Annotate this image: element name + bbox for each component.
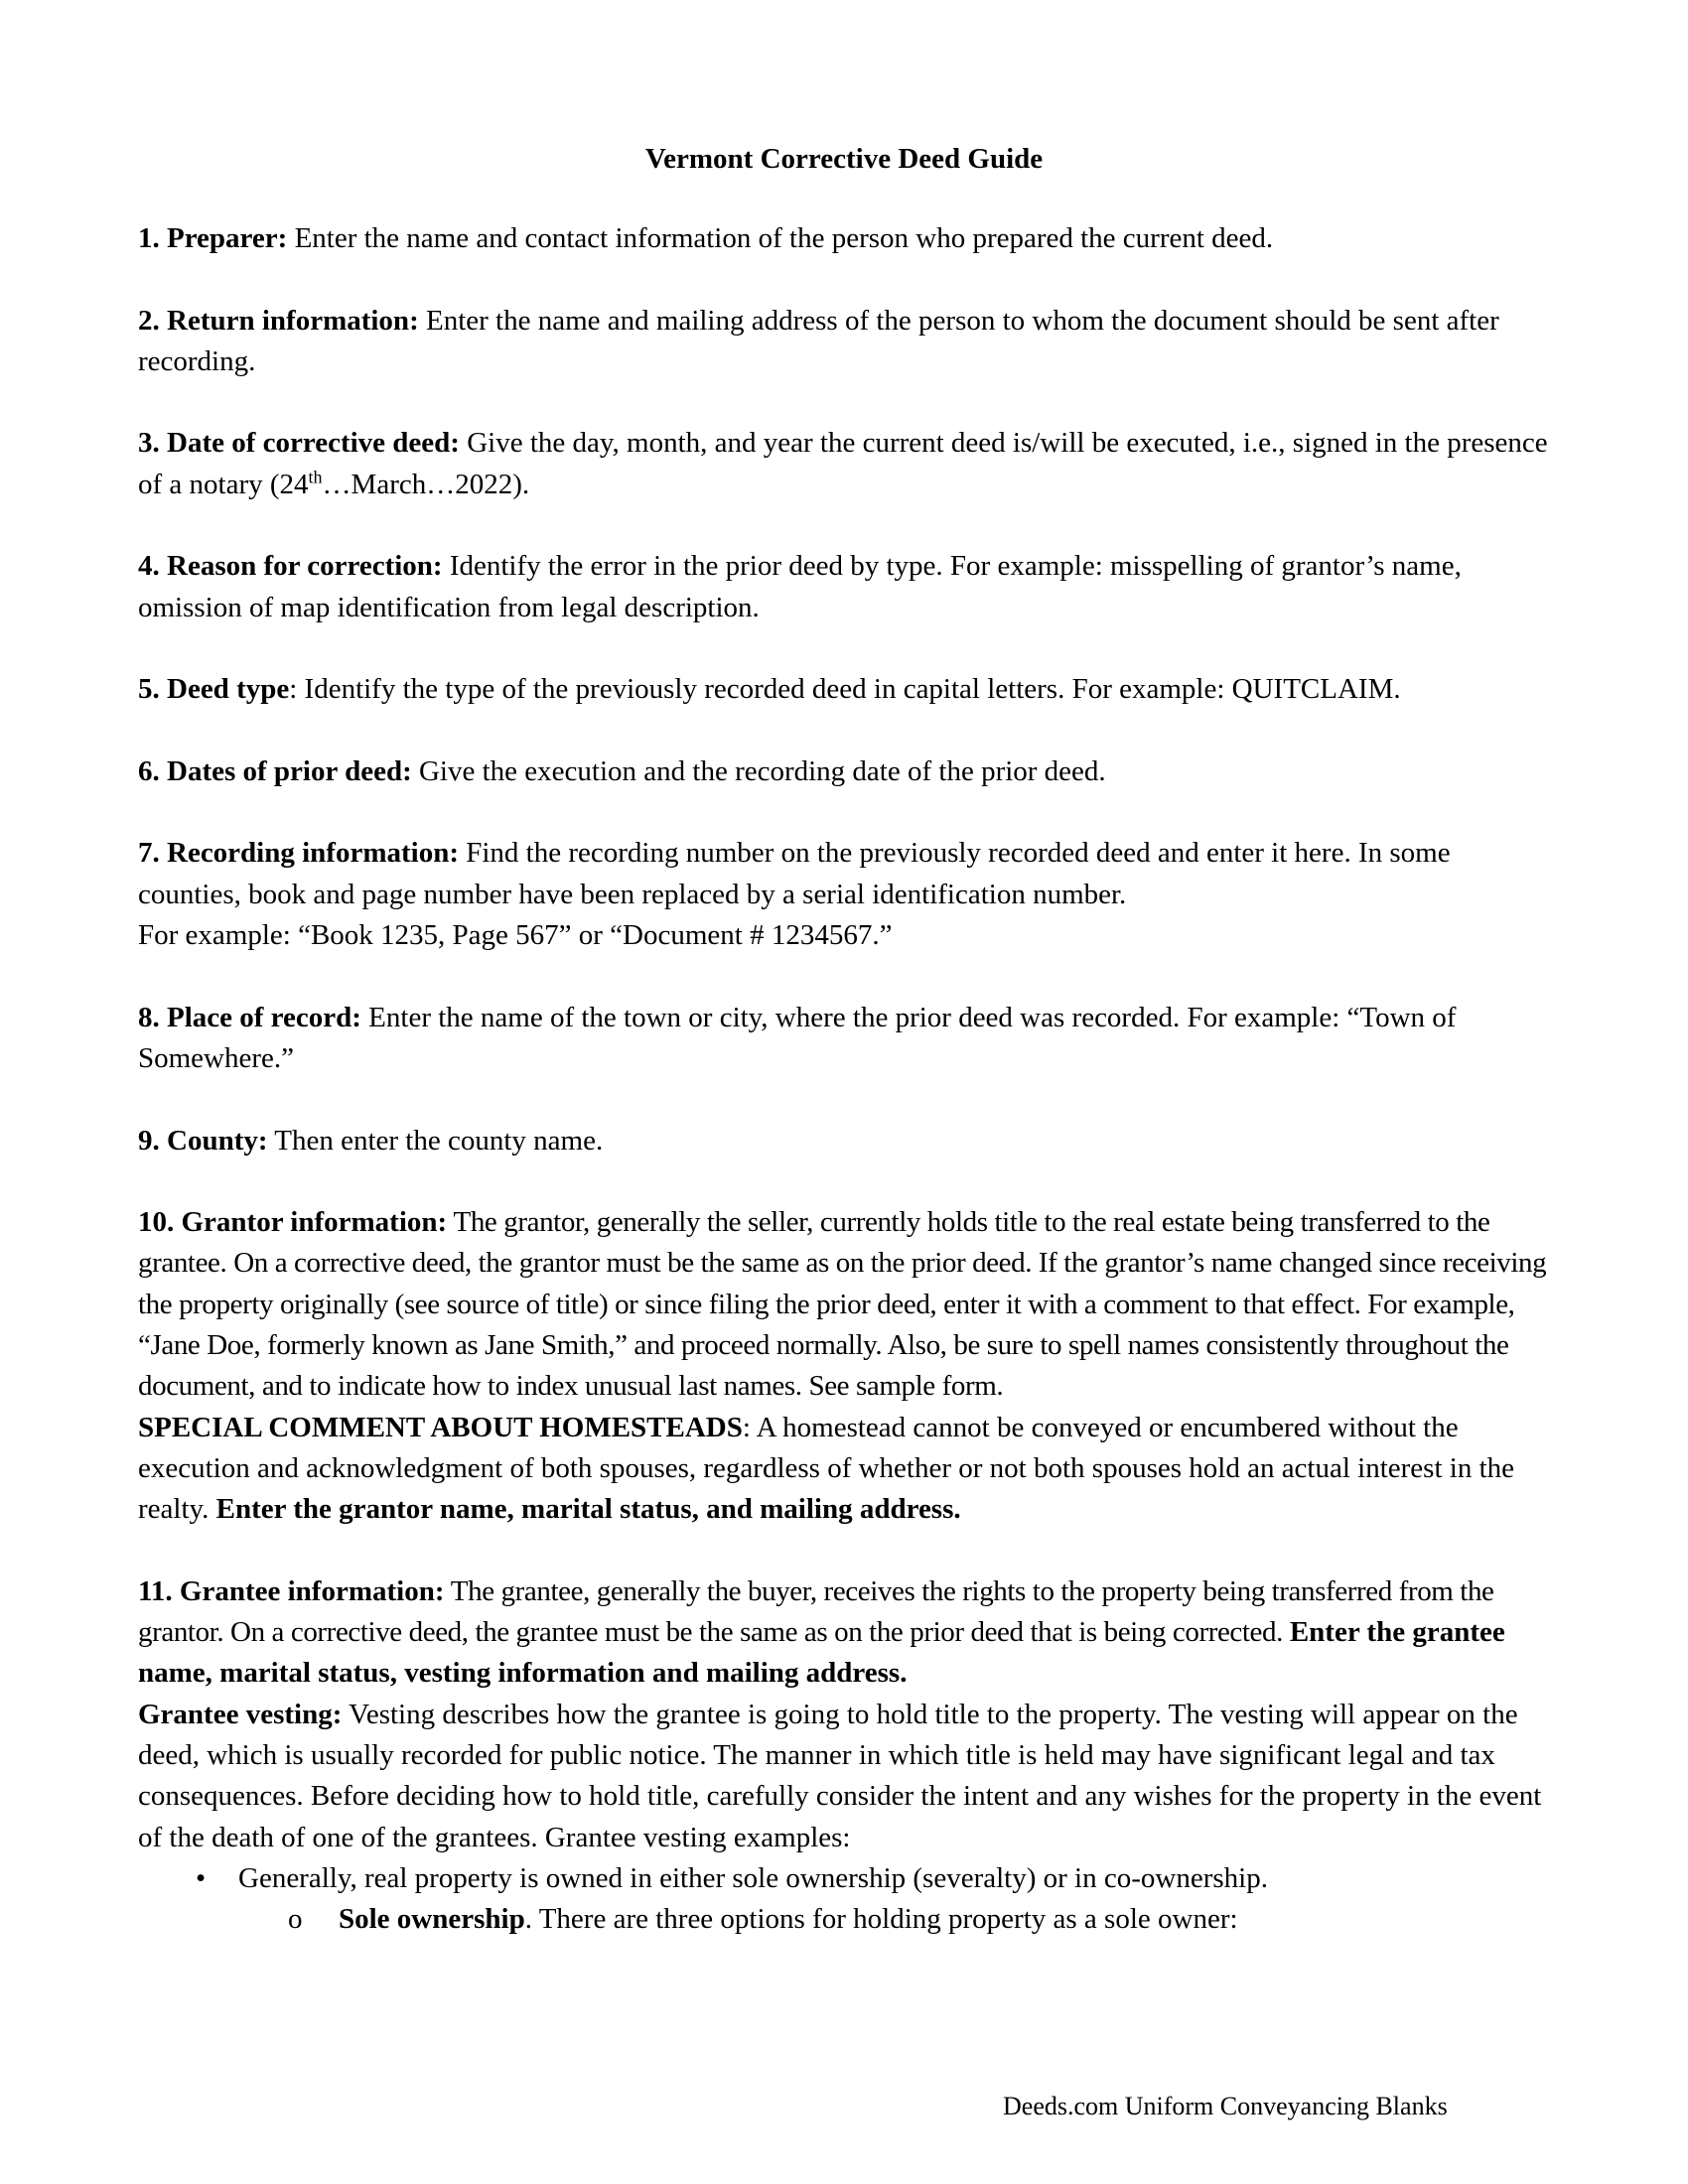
section-text: The grantee, generally the buyer, receives the rights to the property being transferred from the grantor. On a corrective deed, the grantee must be the same as on the prior deed that is being corrected. — [138, 1574, 1494, 1649]
section-grantor-information — [138, 1202, 1558, 1530]
special-comment-label: SPECIAL COMMENT ABOUT HOMESTEADS — [138, 1411, 743, 1443]
special-comment-text: : A homestead cannot be conveyed or encumbered without the execution and acknowledgment of both spouses, regardless of whether or not both spouses hold an actual interest in the realty. — [138, 1411, 1515, 1526]
section-label: 4. Reason for correction: — [138, 550, 443, 583]
document-title: Vermont Corrective Deed Guide — [644, 143, 1044, 175]
circle-bullet-icon: o — [288, 1903, 303, 1936]
section-place-of-record — [138, 998, 1558, 1080]
section-text: : Identify the type of the previously recorded deed in capital letters. For example: QUITCLAIM. — [289, 673, 1401, 706]
section-county — [138, 1121, 1558, 1161]
sub-list-item-label: Sole ownership — [339, 1903, 525, 1936]
section-date-of-corrective-deed — [138, 423, 1558, 505]
section-example: For example: “Book 1235, Page 567” or “Document # 1234567.” — [138, 919, 893, 952]
section-text: Give the day, month, and year the current deed is/will be executed, i.e., signed in the presence of a notary (24 — [138, 427, 1548, 500]
section-return-information — [138, 301, 1558, 383]
ordinal-suffix: th — [308, 467, 323, 487]
section-label: 11. Grantee information: — [138, 1574, 445, 1607]
section-text: Enter the name and mailing address of the person to whom the document should be sent after recording. — [138, 304, 1499, 377]
section-grantee-information — [138, 1571, 1558, 1858]
section-text: Enter the name and contact information of the person who prepared the current deed. — [287, 222, 1274, 254]
section-text: Give the execution and the recording date of the prior deed. — [411, 754, 1106, 787]
section-label: 2. Return information: — [138, 304, 419, 337]
section-label: 9. County: — [138, 1124, 268, 1157]
section-preparer — [138, 218, 1558, 259]
section-label: 5. Deed type — [138, 673, 290, 706]
sub-list-item-text: . There are three options for holding property as a sole owner: — [524, 1903, 1238, 1936]
section-label: 6. Dates of prior deed: — [138, 754, 412, 787]
section-deed-type — [138, 669, 1558, 710]
section-text-end: …March…2022). — [322, 468, 530, 500]
grantee-instruction: Enter the grantee name, marital status, vesting information and mailing address. — [138, 1616, 1505, 1690]
section-text: Identify the error in the prior deed by type. For example: misspelling of grantor’s name, omission of map identification from legal description. — [138, 550, 1462, 623]
list-item — [138, 1858, 1558, 1899]
section-text: The grantor, generally the seller, currently holds title to the real estate being transferred to the grantee. On a corrective deed, the grantor must be the same as on the prior deed. If the grantor’s name changed since receiving the property originally (see source of title) or since filing the prior deed, enter it with a comment to that effect. For example, “Jane Doe, formerly known as Jane Smith,” and proceed normally. Also, be sure to spell names consistently throughout the document, and to indicate how to index unusual last names. See sample form. — [138, 1206, 1547, 1403]
section-dates-of-prior-deed — [138, 751, 1558, 792]
section-text: Find the recording number on the previously recorded deed and enter it here. In some counties, book and page number have been replaced by a serial identification number. — [138, 837, 1451, 910]
sub-list-item — [138, 1899, 1558, 1940]
section-label: 3. Date of corrective deed: — [138, 427, 460, 460]
special-comment-instruction: Enter the grantor name, marital status, and mailing address. — [215, 1493, 961, 1526]
section-label: 7. Recording information: — [138, 837, 459, 870]
section-label: 10. Grantor information: — [138, 1206, 448, 1239]
list-item-text: Generally, real property is owned in either sole ownership (severalty) or in co-ownership. — [238, 1861, 1268, 1894]
grantee-vesting-text: Vesting describes how the grantee is going to hold title to the property. The vesting will appear on the deed, which is usually recorded for public notice. The manner in which title is held may have significant legal and tax consequences. Before deciding how to hold title, carefully consider the intent and any wishes for the property in the event of the death of one of the grantees. Grantee vesting examples: — [138, 1698, 1542, 1853]
bullet-icon: • — [196, 1861, 207, 1894]
section-label: 8. Place of record: — [138, 1001, 361, 1033]
section-reason-for-correction — [138, 546, 1558, 628]
section-recording-information — [138, 833, 1558, 956]
section-text: Enter the name of the town or city, where the prior deed was recorded. For example: “Town of Somewhere.” — [138, 1001, 1457, 1074]
section-label: 1. Preparer: — [138, 222, 288, 254]
page-footer: Deeds.com Uniform Conveyancing Blanks — [1003, 2092, 1448, 2120]
grantee-vesting-label: Grantee vesting: — [138, 1698, 343, 1730]
section-text: Then enter the county name. — [267, 1124, 604, 1157]
document-body — [138, 218, 1558, 1940]
